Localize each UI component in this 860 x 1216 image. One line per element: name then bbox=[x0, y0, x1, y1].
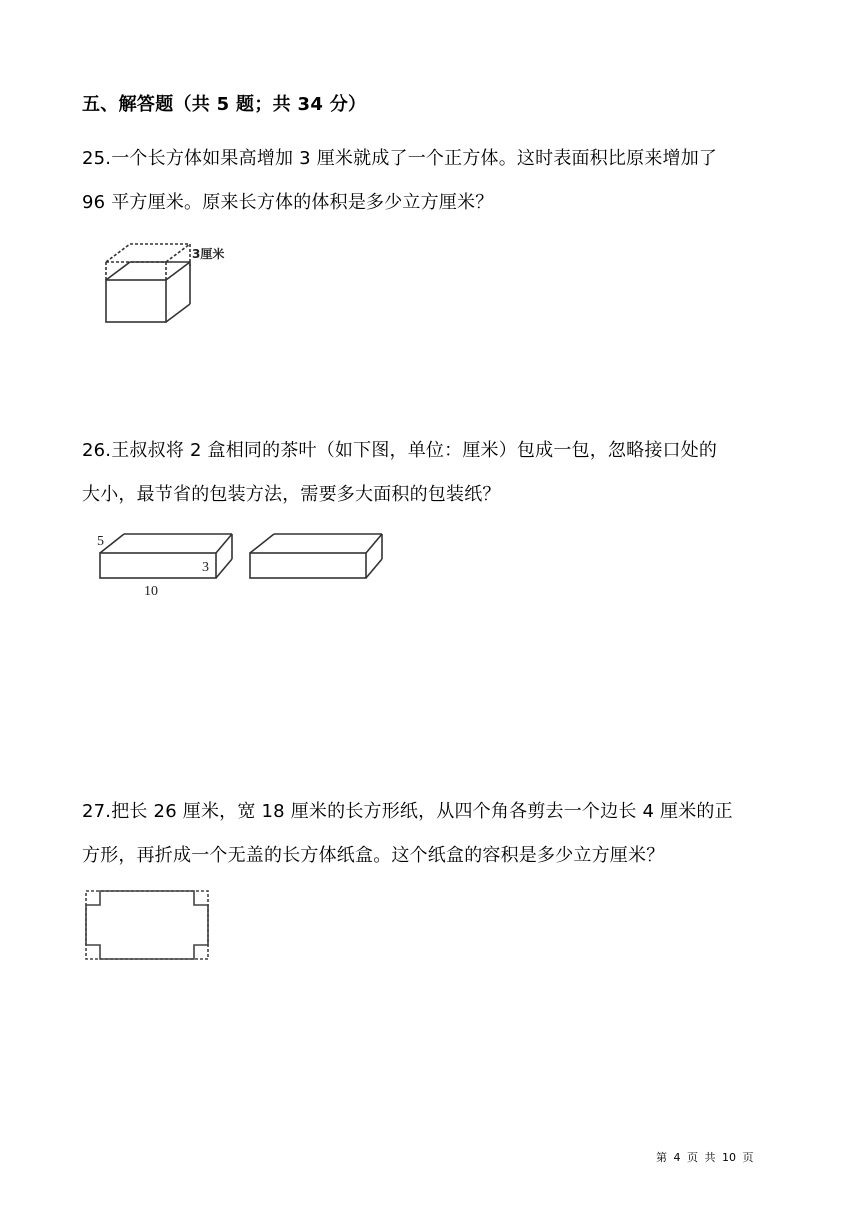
height-label: 3 bbox=[202, 560, 209, 575]
question-text-line: 26.王叔叔将 2 盒相同的茶叶（如下图，单位：厘米）包成一包，忽略接口处的 bbox=[82, 440, 718, 461]
question-26 bbox=[82, 429, 782, 517]
paper-cutout-figure bbox=[82, 886, 214, 966]
question-27 bbox=[82, 790, 782, 878]
depth-label: 5 bbox=[97, 534, 104, 549]
length-label: 10 bbox=[144, 584, 158, 599]
question-text-line: 96 平方厘米。原来长方体的体积是多少立方厘米？ bbox=[82, 192, 494, 213]
question-text-line: 方形，再折成一个无盖的长方体纸盒。这个纸盒的容积是多少立方厘米？ bbox=[82, 845, 665, 866]
question-text-line: 25.一个长方体如果高增加 3 厘米就成了一个正方体。这时表面积比原来增加了 bbox=[82, 148, 718, 169]
question-25 bbox=[82, 137, 782, 225]
question-text-line: 大小，最节省的包装方法，需要多大面积的包装纸？ bbox=[82, 484, 501, 505]
question-text-line: 27.把长 26 厘米，宽 18 厘米的长方形纸，从四个角各剪去一个边长 4 厘米的正 bbox=[82, 801, 733, 822]
height-label: 3厘米 bbox=[192, 247, 225, 261]
cuboid-figure bbox=[100, 236, 250, 328]
section-title: 五、解答题（共 5 题；共 34 分） bbox=[82, 94, 367, 115]
tea-boxes-figure bbox=[92, 528, 392, 603]
page-number: 第 4 页 共 10 页 bbox=[656, 1151, 754, 1164]
